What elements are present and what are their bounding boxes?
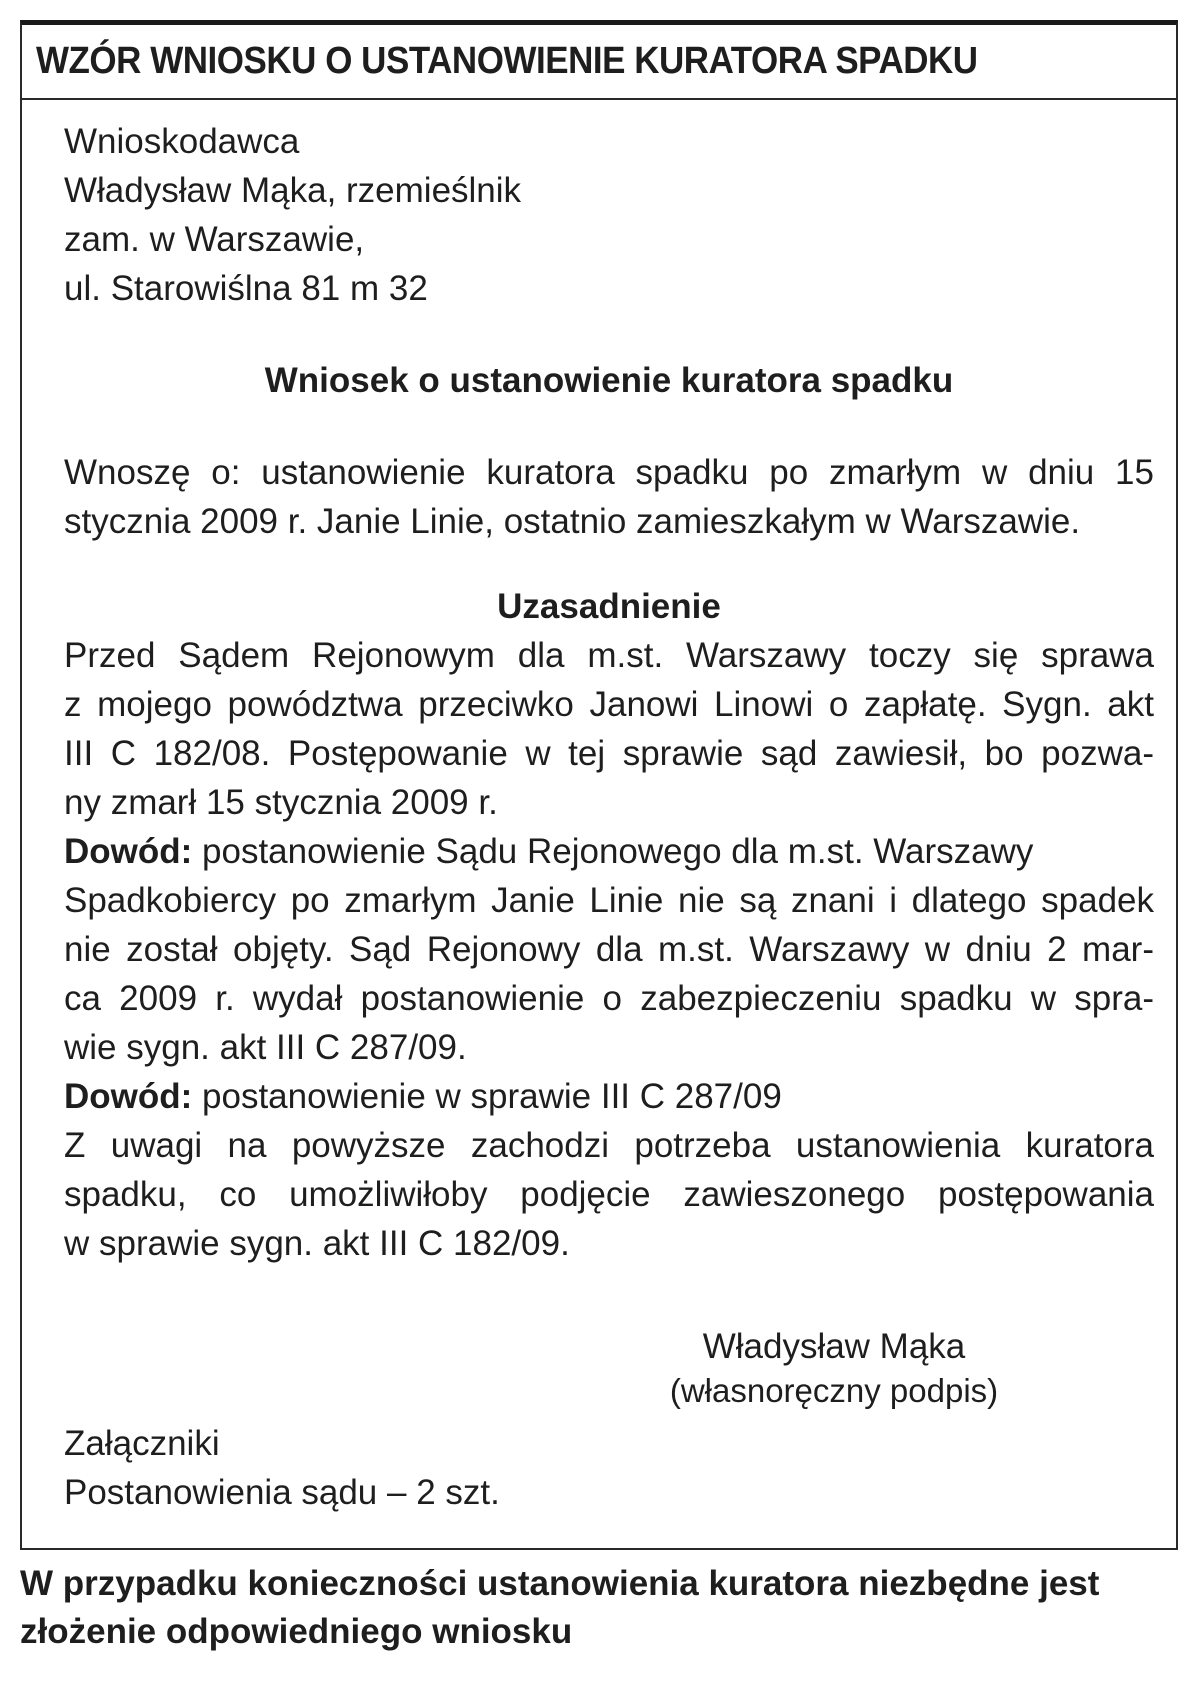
justification-line: Przed Sądem Rejonowym dla m.st. Warszawy toczy się sprawa [64,636,1154,675]
justification-title: Uzasadnienie [497,587,721,626]
attachments-label: Załączniki [64,1424,220,1463]
evidence-2 [64,1072,1154,1121]
justification-line: Z uwagi na powyższe zachodzi potrzeba ustanowienia kuratora [64,1126,1154,1165]
justification-line: w sprawie sygn. akt III C 182/09. [64,1224,570,1263]
applicant-address-line-2: ul. Starowiślna 81 m 32 [64,269,428,308]
justification-line: ny zmarł 15 stycznia 2009 r. [64,783,498,822]
applicant-name: Władysław Mąka, rzemieślnik [64,171,522,210]
motion-line: stycznia 2009 r. Janie Linie, ostatnio zamieszkałym w Warszawie. [64,502,1081,541]
page-title: WZÓR WNIOSKU O USTANOWIENIE KURATORA SPADKU [36,40,978,82]
justification-line: III C 182/08. Postępowanie w tej sprawie sąd zawiesił, bo pozwa- [64,734,1154,773]
motion-request [64,448,1154,546]
signature-block [624,1322,1044,1411]
justification-line: ca 2009 r. wydał postanowienie o zabezpieczeniu spadku w spra- [64,979,1154,1018]
evidence-label: Dowód: [64,1077,193,1116]
evidence-text: postanowienie Sądu Rejonowego dla m.st. Warszawy [192,832,1034,871]
footer-line: W przypadku konieczności ustanowienia kuratora niezbędne jest [20,1564,1100,1603]
footer-note [20,1560,1178,1656]
evidence-label: Dowód: [64,832,193,871]
justification-paragraph-1 [64,631,1154,827]
evidence-text: postanowienie w sprawie III C 287/09 [192,1077,782,1116]
justification-line: wie sygn. akt III C 287/09. [64,1028,467,1067]
applicant-block [64,117,1154,313]
attachments-block [64,1419,1154,1517]
signature-note: (własnoręczny podpis) [669,1372,999,1409]
justification-line: z mojego powództwa przeciwko Janowi Linowi o zapłatę. Sygn. akt [64,685,1154,724]
justification-line: Spadkobiercy po zmarłym Janie Linie nie są znani i dlatego spadek [64,881,1154,920]
justification-line: nie został objęty. Sąd Rejonowy dla m.st. Warszawy w dniu 2 mar- [64,930,1154,969]
attachments-item: Postanowienia sądu – 2 szt. [64,1473,500,1512]
applicant-label: Wnioskodawca [64,122,300,161]
justification-paragraph-3 [64,1121,1154,1268]
justification-line: spadku, co umożliwiłoby podjęcie zawieszonego postępowania [64,1175,1154,1214]
signature-name: Władysław Mąka [702,1327,966,1366]
justification-paragraph-2 [64,876,1154,1072]
form-template-box [20,20,1178,1550]
footer-line: złożenie odpowiedniego wniosku [20,1612,573,1651]
evidence-1 [64,827,1154,876]
applicant-address-line-1: zam. w Warszawie, [64,220,365,259]
header-bar [22,25,1176,100]
motion-line: Wnoszę o: ustanowienie kuratora spadku po zmarłym w dniu 15 [64,453,1154,492]
motion-title: Wniosek o ustanowienie kuratora spadku [264,361,954,400]
document-body [64,117,1154,1517]
